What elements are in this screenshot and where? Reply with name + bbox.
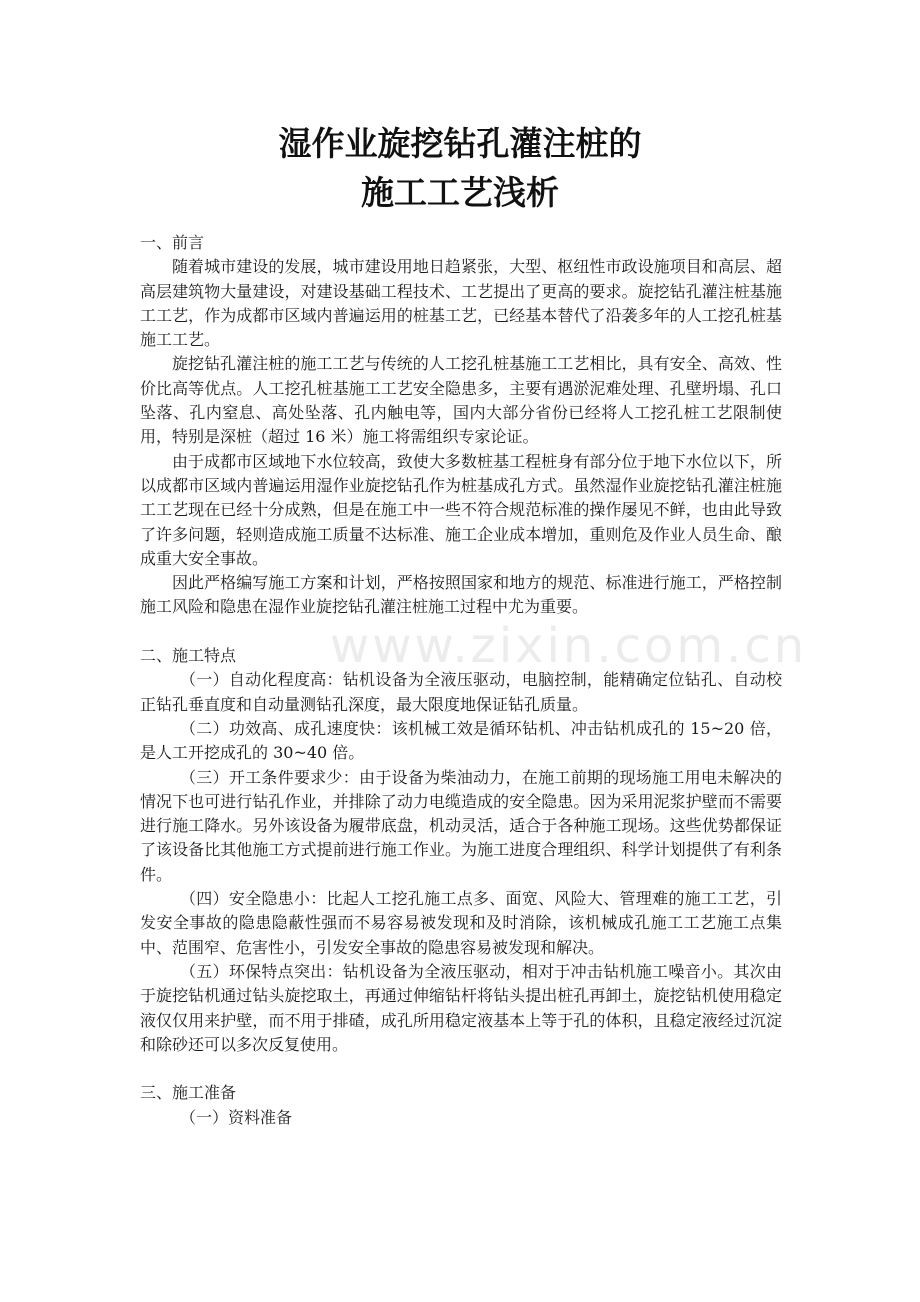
- feature-item-2: （二）功效高、成孔速度快：该机械工效是循环钻机、冲击钻机成孔的 15~20 倍，是人工开挖成孔的 30~40 倍。: [140, 718, 782, 763]
- feature-item-3: （三）开工条件要求少：由于设备为柴油动力，在施工前期的现场施工用电未解决的情况下也可进行钻孔作业，并排除了动力电缆造成的安全隐患。因为采用泥浆护壁而不需要进行施工降水。另外该设备为履带底盘，机动灵活，适合于各种施工现场。这些优势都保证了该设备比其他施工方式提前进行施工作业。为施工进度合理组织、科学计划提供了有利条件。: [140, 767, 782, 884]
- section-spacer: [140, 1057, 782, 1081]
- feature-item-4: （四）安全隐患小：比起人工挖孔施工点多、面宽、风险大、管理难的施工工艺，引发安全事故的隐患隐蔽性强而不易容易被发现和及时消除，该机械成孔施工工艺施工点集中、范围窄、危害性小，引发安全事故的隐患容易被发现和解决。: [140, 889, 782, 957]
- preface-paragraph-3: 由于成都市区域地下水位较高，致使大多数桩基工程桩身有部分位于地下水位以下，所以成都市区域内普遍运用湿作业旋挖钻孔作为桩基成孔方式。虽然湿作业旋挖钻孔灌注桩施工工艺现在已经十分成熟，但是在施工中一些不符合规范标准的操作屡见不鲜，也由此导致了许多问题，轻则造成施工质量不达标准、施工企业成本增加，重则危及作业人员生命、酿成重大安全事故。: [140, 451, 782, 568]
- preface-paragraph-2: 旋挖钻孔灌注桩的施工工艺与传统的人工挖孔桩基施工工艺相比，具有安全、高效、性价比高等优点。人工挖孔桩基施工工艺安全隐患多，主要有遇淤泥难处理、孔壁坍塌、孔口坠落、孔内窒息、高处坠落、孔内触电等，国内大部分省份已经将人工挖孔桩工艺限制使用，特别是深桩（超过 16 米）施工将需组织专家论证。: [140, 354, 782, 447]
- section-heading-preparation: 三、施工准备: [140, 1083, 237, 1103]
- section-heading-preface: 一、前言: [140, 233, 205, 252]
- document-title-line-1: 湿作业旋挖钻孔灌注桩的: [278, 124, 642, 163]
- feature-item-1: （一）自动化程度高：钻机设备为全液压驱动，电脑控制，能精确定位钻孔、自动校正钻孔垂直度和自动量测钻孔深度，最大限度地保证钻孔质量。: [140, 670, 782, 714]
- section-heading-features: 二、施工特点: [140, 646, 237, 666]
- preparation-item-1: （一）资料准备: [180, 1107, 293, 1127]
- feature-item-5: （五）环保特点突出：钻机设备为全液压驱动，相对于冲击钻机施工噪音小。其次由于旋挖钻机通过钻头旋挖取土，再通过伸缩钻杆将钻头提出桩孔再卸土，旋挖钻机使用稳定液仅仅用来护壁，而不用于排碴，成孔所用稳定液基本上等于孔的体积，且稳定液经过沉淀和除砂还可以多次反复使用。: [140, 961, 782, 1054]
- document-title-line-2: 施工工艺浅析: [361, 173, 559, 212]
- section-spacer: [140, 620, 782, 644]
- preface-paragraph-1: 随着城市建设的发展，城市建设用地日趋紧张，大型、枢纽性市政设施项目和高层、超高层建筑物大量建设，对建设基础工程技术、工艺提出了更高的要求。旋挖钻孔灌注桩基施工工艺，作为成都市区域内普遍运用的桩基工艺，已经基本替代了沿袭多年的人工挖孔桩基施工工艺。: [140, 257, 782, 350]
- document-body: [140, 231, 782, 1130]
- watermark: www.zixin.com.cn: [330, 618, 808, 674]
- preface-paragraph-4: 因此严格编写施工方案和计划，严格按照国家和地方的规范、标准进行施工，严格控制施工风险和隐患在湿作业旋挖钻孔灌注桩施工过程中尤为重要。: [140, 573, 782, 617]
